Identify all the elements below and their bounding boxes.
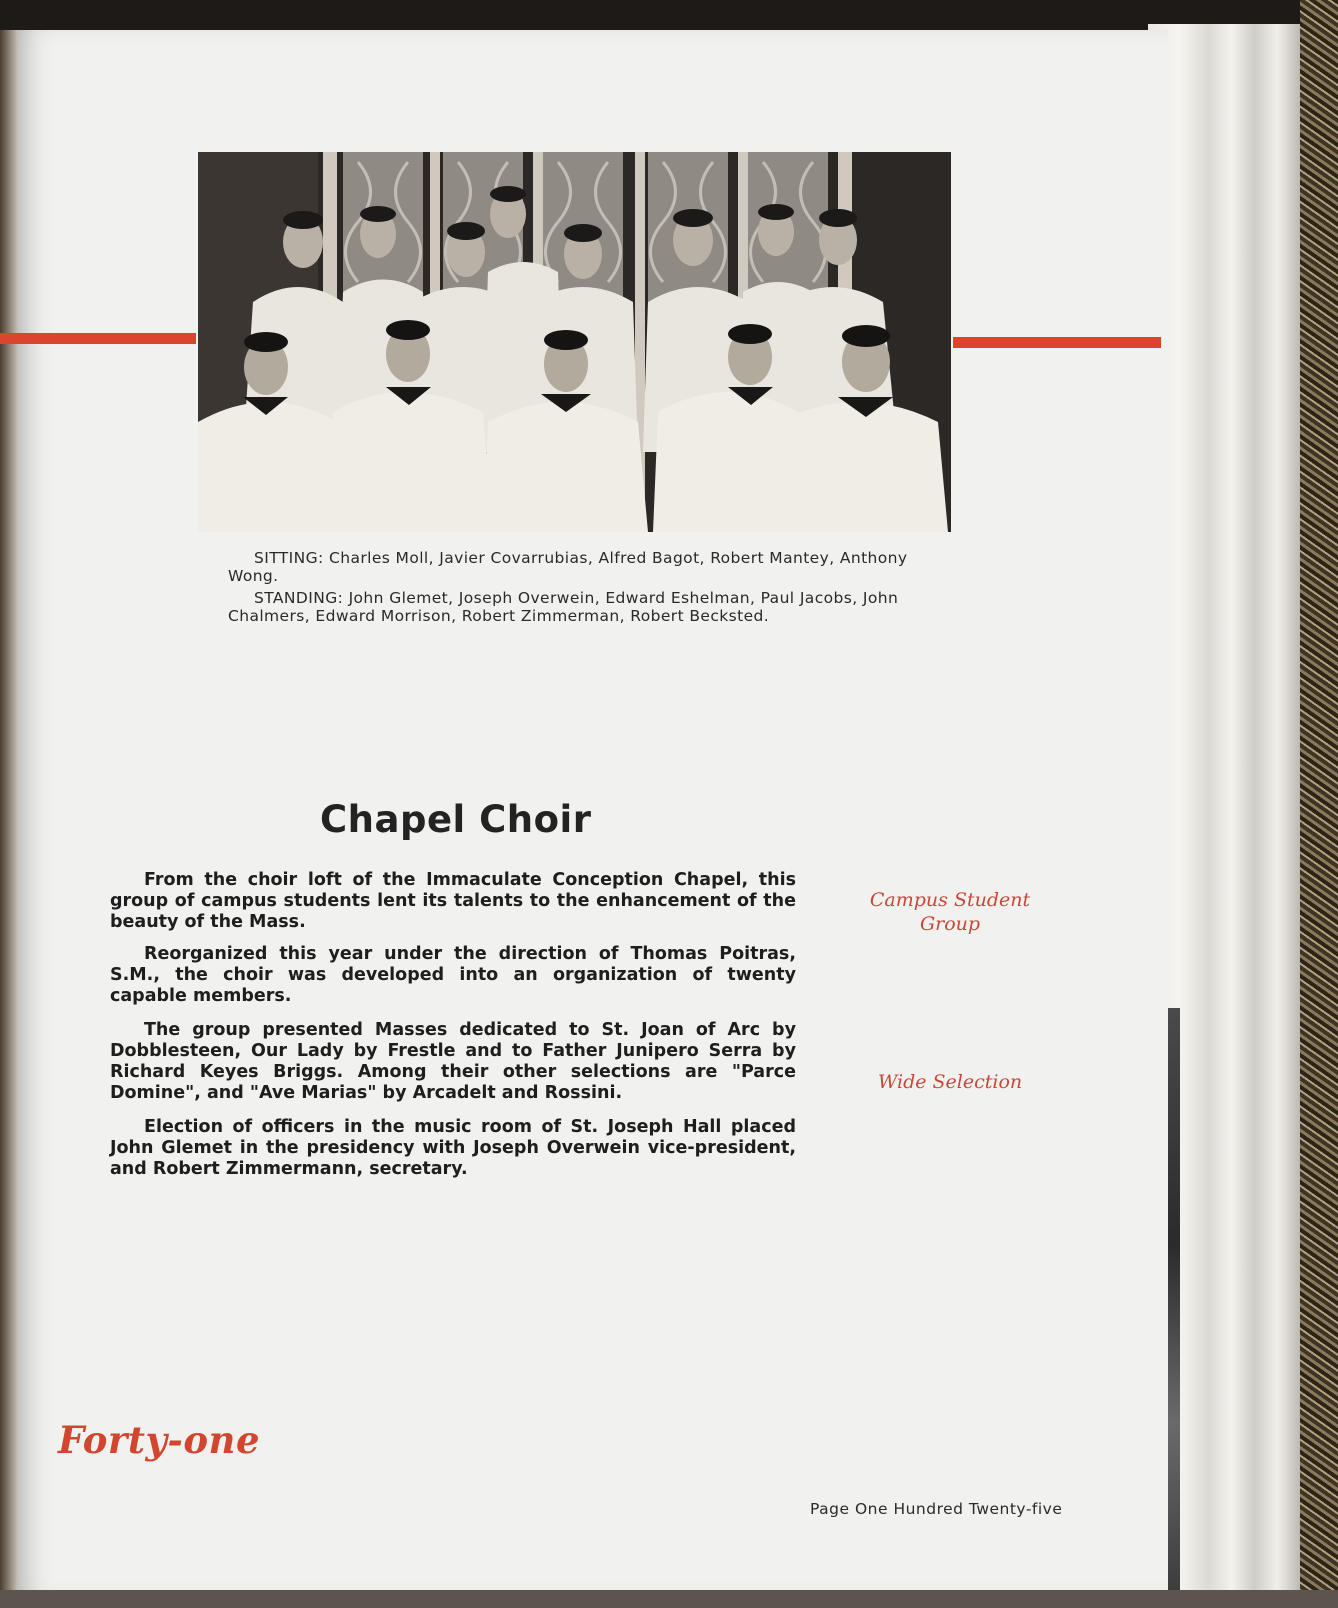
section-mark: Forty-one: [58, 1418, 260, 1462]
photo-caption-sitting: SITTING: Charles Moll, Javier Covarrubias, Alfred Bagot, Robert Mantey, Anthony Wong.: [228, 549, 908, 585]
margin-note-wide-selection: Wide Selection: [877, 1071, 1023, 1093]
red-rule-left: [0, 333, 196, 344]
background-top-edge: [0, 0, 1338, 32]
photo-caption-standing: STANDING: John Glemet, Joseph Overwein, Edward Eshelman, Paul Jacobs, John Chalmers, Edward Morrison, Robert Zimmerman, Robert Becksted.: [228, 589, 899, 625]
page-number: Page One Hundred Twenty-five: [810, 1500, 1063, 1518]
book-spine: [0, 30, 18, 1595]
red-rule-right: [953, 337, 1161, 348]
margin-note-campus-student-group: Campus Student Group: [869, 889, 1031, 935]
background-bottom-edge: [0, 1590, 1338, 1608]
choir-group-photo: [198, 152, 951, 532]
article-paragraph-2: Reorganized this year under the direction of Thomas Poitras, S.M., the choir was developed into an organization of twenty capable members.: [110, 944, 796, 1006]
article-paragraph-3: The group presented Masses dedicated to St. Joan of Arc by Dobblesteen, Our Lady by Frestle and to Father Junipero Serra by Richard Keyes Briggs. Among their other selections are "Parce Domine", and "Ave Marias" by Arcadelt and Rossini.: [110, 1020, 796, 1103]
article-title: Chapel Choir: [320, 798, 592, 841]
book-cover-edge: [1300, 0, 1338, 1608]
article-paragraph-1: From the choir loft of the Immaculate Conception Chapel, this group of campus students lent its talents to the enhancement of the beauty of the Mass.: [110, 870, 796, 932]
article-paragraph-4: Election of officers in the music room of St. Joseph Hall placed John Glemet in the presidency with Joseph Overwein vice-president, and Robert Zimmermann, secretary.: [110, 1117, 796, 1179]
